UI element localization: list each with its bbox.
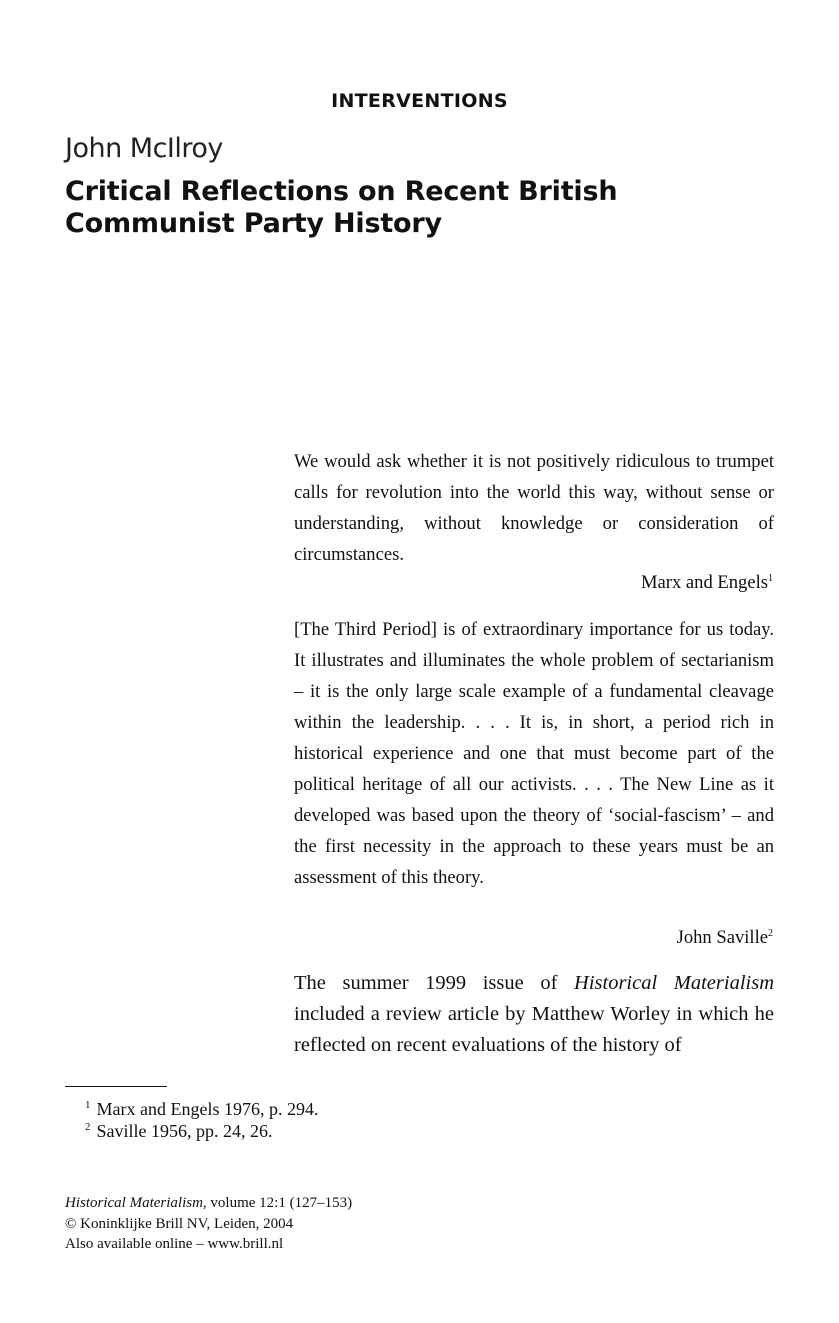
footnote-number: 2 — [85, 1121, 91, 1133]
imprint-online[interactable]: Also available online – www.brill.nl — [65, 1236, 284, 1252]
body-journal-title: Historical Materialism — [574, 972, 774, 994]
footnote-2 — [85, 1120, 318, 1142]
epigraph-marx-engels: We would ask whether it is not positively ridiculous to trumpet calls for revolution into the world this way, without sense or understanding, without knowledge or consideration of circumstances. — [294, 451, 774, 565]
body-rest: included a review article by Matthew Worley in which he reflected on recent evaluations of the history of — [294, 1003, 774, 1056]
section-heading: INTERVENTIONS — [331, 90, 508, 112]
attribution-name: John Saville — [676, 927, 768, 948]
body-paragraph — [294, 968, 774, 1061]
epigraph-attribution-saville — [677, 927, 773, 949]
footnote-ref-2[interactable]: 2 — [768, 927, 773, 939]
article-author: John McIlroy — [65, 133, 223, 164]
epigraph-saville: [The Third Period] is of extraordinary importance for us today. It illustrates and illuminates the whole problem of sectarianism – it is the only large scale example of a fundamental cleavage within the leadership. . . . It is, in short, a period rich in historical experience and one that must become part of the political heritage of all our activists. . . . The New Line as it developed was based upon the theory of ‘social-fascism’ – and the first necessity in the approach to these years must be an assessment of this theory. — [294, 619, 774, 888]
imprint-journal: Historical Materialism — [65, 1195, 203, 1211]
epigraph-attribution-marx-engels — [641, 572, 773, 594]
body-lead: The summer 1999 issue of — [294, 972, 558, 994]
imprint-volume-line — [65, 1193, 352, 1214]
article-title: Critical Reflections on Recent British Communist Party History — [65, 176, 618, 239]
footnote-number: 1 — [85, 1099, 91, 1111]
imprint-copyright: © Koninklijke Brill NV, Leiden, 2004 — [65, 1215, 294, 1232]
journal-imprint — [65, 1193, 352, 1255]
footnote-1 — [85, 1098, 318, 1120]
footnote-text: Marx and Engels 1976, p. 294. — [96, 1099, 319, 1119]
footnotes — [85, 1098, 318, 1142]
attribution-name: Marx and Engels — [640, 572, 768, 593]
footnote-divider — [65, 1086, 167, 1087]
imprint-volume: , volume 12:1 (127–153) — [202, 1195, 353, 1211]
footnote-ref-1[interactable]: 1 — [768, 572, 773, 584]
footnote-text: Saville 1956, pp. 24, 26. — [96, 1121, 273, 1141]
